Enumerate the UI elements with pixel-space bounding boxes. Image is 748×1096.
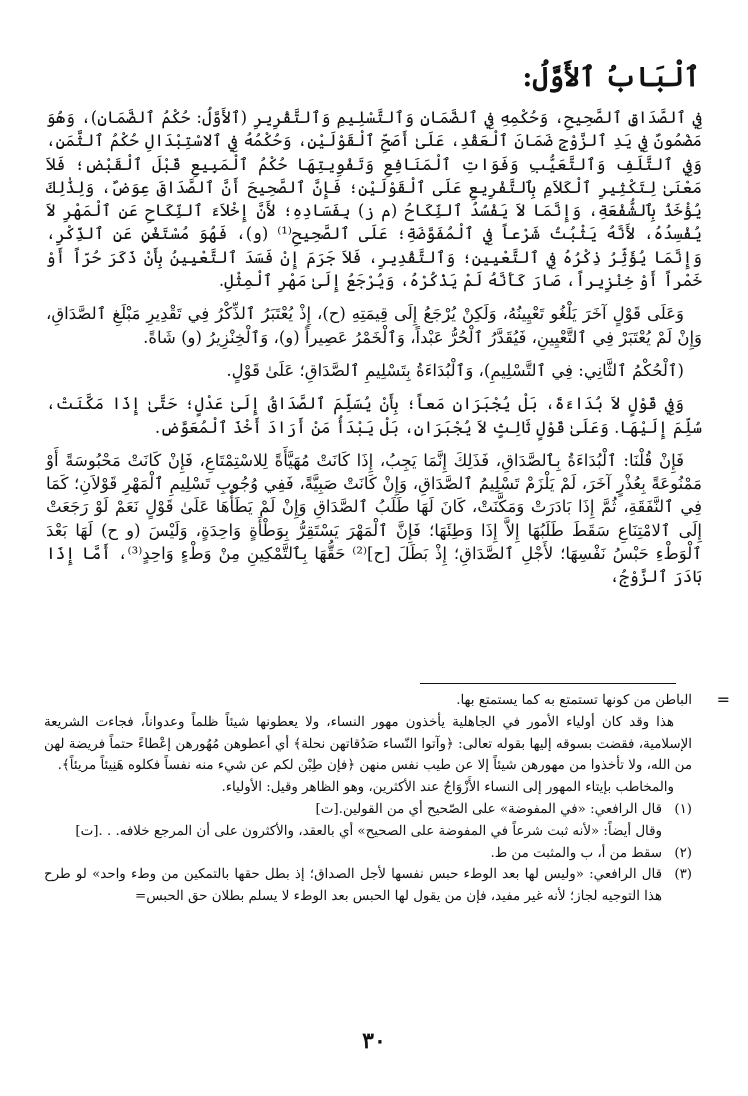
- paragraph-4: وَفِي قَوْلٍ لاَ بُدَاءَةَ، بَلْ يُجْبَرَانِ مَعاً؛ بِأَنْ يُسَلِّمَ ٱلصَّدَاقُ إِلَىٰ عَدْلٍ؛ حَتَّىٰ إِذَا مَكَّنَتْ، سُلِّمَ إِلَيْهَا. وَعَلَىٰ قَوْلٍ ثَالِثٍ لاَ يُجْبَرَانِ، بَلْ يَبْدَأُ مَنْ أَرَادَ أَخْذَ ٱلْمُعَوَّضِ.: [46, 394, 702, 437]
- paragraph-5: فَإِنْ قُلْنَا: ٱلْبُدَاءَةُ بِٱلصَّدَاقِ، فَذَلِكَ إِنَّمَا يَجِبُ، إِذَا كَانَتْ مُهَيَّأَةً لِلاسْتِمْتَاعِ، فَإِنْ كَانَتْ مَحْبُوسَةً أَوْ مَمْنُوعَةً بِعُذْرٍ آخَرَ، لَمْ يَلْزَمْ تَسْلِيمُ ٱلصَّدَاقِ، وَإِنْ كَانَتْ صَبِيَّةً، فَفِي وُجُوبِ تَسْلِيمِ ٱلْمَهْرِ قَوْلاَنِ؛ كَمَا فِي ٱلنَّفَقَةِ، ثُمَّ إِذَا بَادَرَتْ وَمَكَّنَتْ، كَانَ لَهَا طَلَبُ ٱلصَّدَاقِ وَإِنْ لَمْ يَطَأْهَا عَلَىٰ قَوْلٍ نَعَمْ لَوْ رَجَعَتْ إِلَى ٱلامْتِنَاعِ سَقَطَ طَلَبُهَا إِلاَّ إِذَا وَطِئَهَا؛ فَإِنَّ ٱلْمَهْرَ يَسْتَقِرُّ بِوَطْأَةٍ وَاحِدَةٍ، وَلَيْسَ (و ح) لَهَا بَعْدَ ٱلْوَطْءِ حَبْسُ نَفْسِهَا؛ لأَجْلِ ٱلصَّدَاقِ؛ إِذْ بَطَلَ [ح]⁽²⁾ حَقُّهَا بِٱلتَّمْكِينِ مِنْ وَطْءٍ وَاحِدٍ⁽³⁾، أَمَّا إِذَا بَادَرَ ٱلزَّوْجُ،: [46, 450, 702, 587]
- note-intro-paragraph: هذا وقد كان أولياء الأمور في الجاهلية يأخذون مهور النساء، ولا يعطونها شيئاً ظلماً وعدواناً، فجاءت الشريعة الإسلامية، فقضت بسوقه إليها بقوله تعالى: ﴿وآتوا النّساء صَدُقاتهن نحلة﴾ أي أعطوهن مُهُورهن إعْطاءً حتماً فريضة لهن من الله، ولا تأخذوا من مهورهن شيئاً إلا عن طيب نفس منهن ﴿فإن طِبْن لكم عن شيء منه نفساً فكلوه هَنِيئاً مريئاً﴾.: [44, 714, 692, 774]
- footnote-2: [44, 843, 692, 865]
- footnote-text: قال الرافعي: «في المفوضة» على الصّحيح أي من القولين.[ت]: [315, 801, 662, 817]
- footnote-number: (٣): [674, 867, 692, 883]
- chapter-title: ٱلْبَابُ ٱلأَوَّلُ:: [522, 62, 700, 93]
- footnote-text: قال الرافعي: «وليس لها بعد الوطء حبس نفسها لأجل الصداق؛ إذ بطل حقها بالتمكين من وطء واحد» لو طرح هذا التوجيه لجاز؛ لأنه غير مفيد، فإن من يقول لها الحبس بعد الوطء لا يسلم بطلان حق الحبس=: [44, 867, 662, 905]
- footnote-number: (١): [674, 801, 692, 817]
- footnotes-area: [44, 690, 692, 908]
- note-intro-line: الباطن من كونها تستمتع به كما يستمتع بها.: [456, 693, 692, 708]
- paragraph-2: وَعَلَى قَوْلٍ آخَرَ يَلْغُو تَعْيِينُهُ، وَلَكِنْ يُرْجَعُ إِلَى قِيمَتِهِ (ح)، إِذْ يُعْتَبَرُ ٱلذِّكْرُ فِي تَقْدِيرِ مَبْلَغِ ٱلصَّدَاقِ، وَإِنْ لَمْ يُعْتَبَرْ فِي ٱلتَّعْيِينِ، فَيُقَدَّرُ ٱلْحُرُّ عَبْداً، وَٱلْخَمْرُ عَصِيراً (و)، وَٱلْخِنْزِيرُ (و) شَاةً.: [46, 304, 702, 347]
- footnote-1: [44, 799, 692, 821]
- note-intro-closing: والمخاطب بإيتاء المهور إلى النساء الأَزْوَاجُ عند الأكثرين، وهو الظاهر وقيل: الأولياء.: [221, 780, 674, 796]
- footnote-separator: [420, 683, 676, 684]
- paragraph-3: (ٱلْحُكْمُ ٱلثَّانِي: فِي ٱلتَّسْلِيمِ)، وَٱلْبُدَاءَةُ بِتَسْلِيمِ ٱلصَّدَاقِ؛ عَلَىٰ قَوْلٍ.: [226, 360, 684, 380]
- paragraph-1: فِي ٱلصَّدَاقِ ٱلصَّحِيحِ، وَحُكْمِهِ فِي ٱلضَّمَانِ وَٱلتَّسْلِيمِ وَٱلتَّقْرِيرِ (ٱلأَوَّلُ: حُكْمُ ٱلضَّمَانِ)، وَهُوَ مَضْمُونٌ فِي يَدِ ٱلزَّوْجِ ضَمَانَ ٱلْعَقْدِ، عَلَىٰ أَصَحِّ ٱلْقَوْلَيْنِ، وَحُكْمُهُ فِي ٱلاسْتِبْدَالِ حُكْمُ ٱلثَّمَنِ، وَفِي ٱلتَّلَفِ وَٱلتَّعَيُّبِ وَفَوَاتِ ٱلْمَنَافِعِ وَتَفْوِيتِهَا حُكْمُ ٱلْمَبِيعِ قَبْلَ ٱلْقَبْضِ؛ فَلاَ مَعْنَىٰ لِتَكْثِيرِ ٱلْكَلاَمِ بِٱلتَّفْرِيعِ عَلَى ٱلْقَوْلَيْنِ؛ فَإِنَّ ٱلصَّحِيحَ أَنَّ ٱلصَّدَاقَ عِوَضٌ، وَلِذَٰلِكَ يُؤْخَذُ بِٱلشُّفْعَةِ، وَإِنَّمَا لاَ يَفْسُدُ ٱلنِّكَاحُ (م ز) بِفَسَادِهِ؛ لأَنَّ إِخْلاَءَ ٱلنِّكَاحِ عَنِ ٱلْمَهْرِ لاَ يُفْسِدُهُ، لأَنَّهُ يَثْبُتُ شَرْعاً فِي ٱلْمُفَوَّضَةِ؛ عَلَى ٱلصَّحِيحِ⁽¹⁾ (و)، فَهُوَ مُسْتَغْنٍ عَنِ ٱلذِّكْرِ، وَإِنَّمَا يُؤَثِّرُ ذِكْرُهُ فِي ٱلتَّعْيِينِ؛ وَٱلتَّقْدِيرِ، فَلاَ جَرَمَ إِنْ فَسَدَ ٱلتَّعْيِينُ بِأَنْ ذَكَرَ حُرّاً أَوْ خَمْراً أَوْ خِنْزِيراً، صَارَ كَأَنَّهُ لَمْ يَذْكُرْهُ، وَيُرْجَعُ إِلَىٰ مَهْرِ ٱلْمِثْلِ.: [46, 108, 702, 291]
- footnote-number: (٢): [674, 845, 692, 861]
- footnote-text: سقط من أ، ب والمثبت من ط.: [490, 845, 662, 861]
- footnote-1-continuation: وقال أيضاً: «لأنه ثبت شرعاً في المفوضة على الصحيح» أي بالعقد، والأكثرون على أن المرجع خلافه. . .[ت]: [75, 823, 662, 839]
- page-number: ٣٠: [362, 1028, 386, 1054]
- main-text: [46, 106, 702, 599]
- continuation-mark: =: [716, 690, 730, 709]
- footnote-3: [44, 864, 692, 908]
